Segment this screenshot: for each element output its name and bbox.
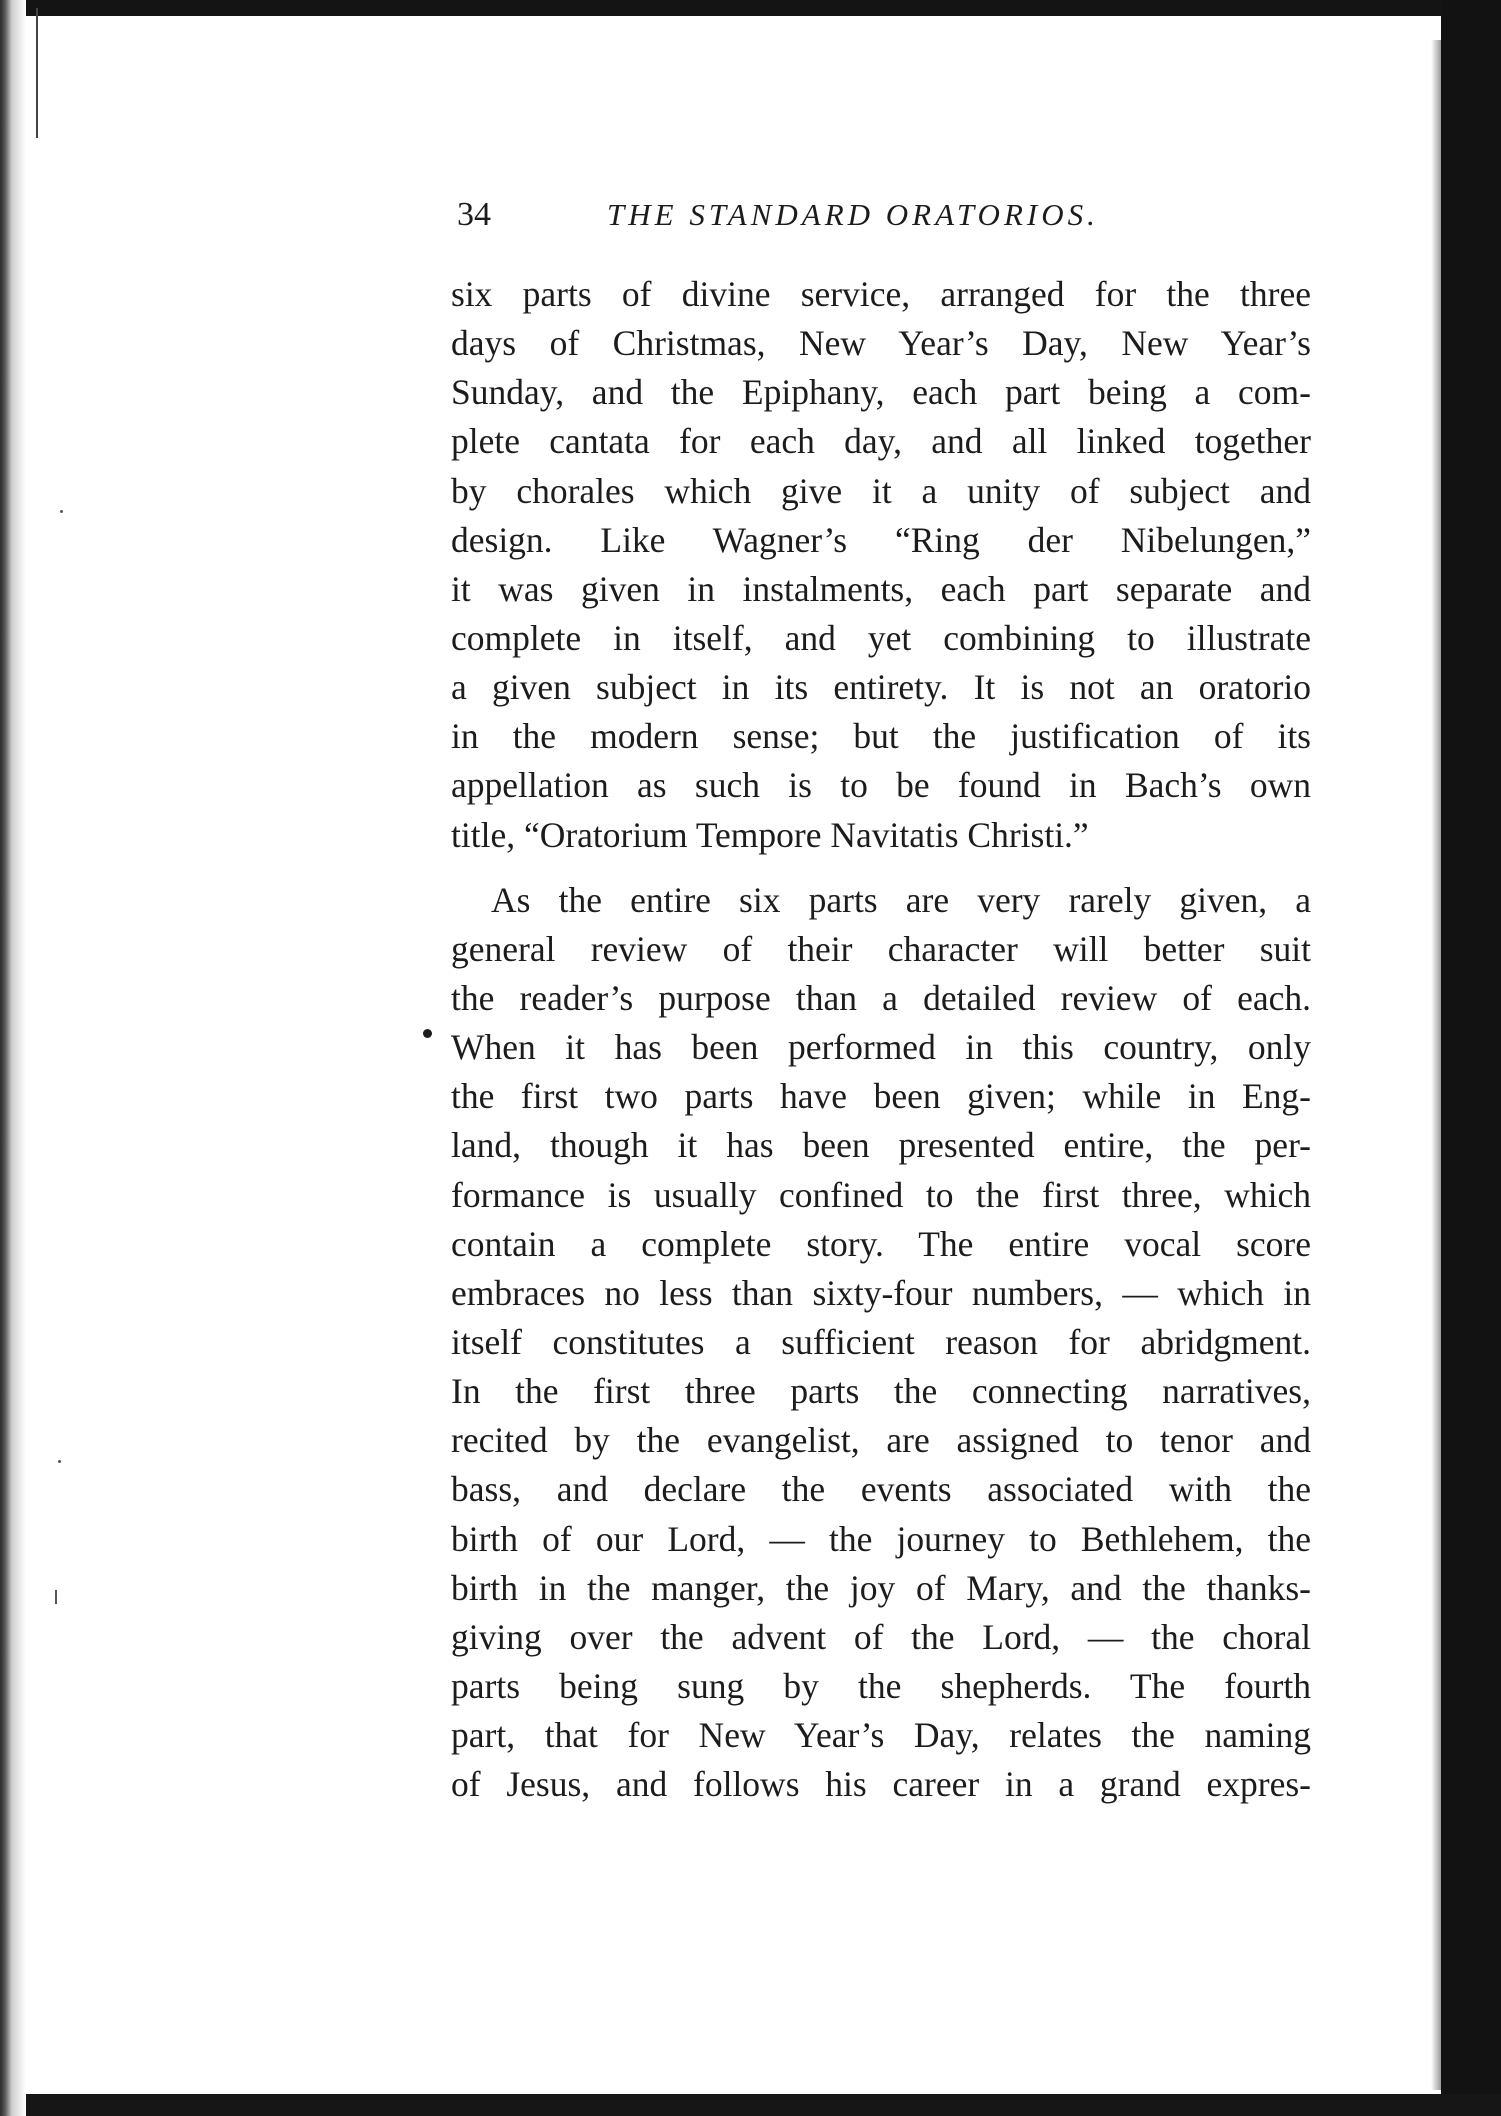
scan-border-right	[1441, 0, 1501, 2116]
scan-mark-left	[36, 8, 38, 138]
scan-shadow-right	[1431, 40, 1441, 2090]
text-line: giving over the advent of the Lord, — the choral	[451, 1616, 1311, 1657]
text-line: When it has been performed in this country, only	[451, 1027, 1311, 1068]
text-line: Sunday, and the Epiphany, each part being a com-	[451, 372, 1311, 413]
text-line: the reader’s purpose than a detailed review of each.	[451, 977, 1311, 1018]
page-number: 34	[457, 196, 491, 233]
text-line: land, though it has been presented entire, the per-	[451, 1125, 1311, 1166]
paragraph	[451, 876, 1311, 1810]
scan-border-bottom	[0, 2094, 1501, 2116]
text-line: it was given in instalments, each part separate and	[451, 568, 1311, 609]
text-line: contain a complete story. The entire vocal score	[451, 1223, 1311, 1264]
text-line: complete in itself, and yet combining to illustrate	[451, 617, 1311, 658]
text-line: parts being sung by the shepherds. The fourth	[451, 1665, 1311, 1706]
text-line: itself constitutes a sufficient reason for abridgment.	[451, 1321, 1311, 1362]
text-line: birth of our Lord, — the journey to Bethlehem, the	[451, 1518, 1311, 1559]
scan-speck	[58, 1460, 61, 1463]
text-line: formance is usually confined to the first three, which	[451, 1174, 1311, 1215]
running-head	[457, 190, 1327, 240]
paragraph	[451, 270, 1311, 860]
text-line: birth in the manger, the joy of Mary, and the thanks-	[451, 1567, 1311, 1608]
scan-speck	[55, 1590, 57, 1604]
text-line: a given subject in its entirety. It is not an oratorio	[451, 667, 1311, 708]
running-title: THE STANDARD ORATORIOS.	[607, 197, 1099, 232]
text-line: appellation as such is to be found in Bach’s own	[451, 765, 1311, 806]
text-line: days of Christmas, New Year’s Day, New Year’s	[451, 323, 1311, 364]
body-text	[451, 270, 1311, 1809]
margin-dot-mark	[423, 1029, 432, 1038]
text-line: embraces no less than sixty-four numbers, — which in	[451, 1272, 1311, 1313]
text-line: recited by the evangelist, are assigned to tenor and	[451, 1420, 1311, 1461]
text-line: general review of their character will better suit	[451, 928, 1311, 969]
paragraph-gap	[451, 860, 1311, 876]
text-line: In the first three parts the connecting narratives,	[451, 1371, 1311, 1412]
text-line: title, “Oratorium Tempore Navitatis Christi.”	[451, 814, 1089, 855]
scan-border-left	[0, 0, 26, 2116]
text-line: bass, and declare the events associated with the	[451, 1469, 1311, 1510]
text-line: of Jesus, and follows his career in a grand expres-	[451, 1764, 1311, 1805]
text-line: As the entire six parts are very rarely given, a	[491, 879, 1311, 920]
scan-border-top	[0, 0, 1501, 16]
text-line: in the modern sense; but the justification of its	[451, 716, 1311, 757]
text-line: six parts of divine service, arranged for the three	[451, 274, 1311, 314]
text-line: design. Like Wagner’s “Ring der Nibelungen,”	[451, 519, 1311, 560]
text-line: by chorales which give it a unity of subject and	[451, 470, 1311, 511]
text-line: part, that for New Year’s Day, relates the naming	[451, 1715, 1311, 1756]
scan-speck	[60, 510, 63, 513]
text-line: plete cantata for each day, and all linked together	[451, 421, 1311, 462]
text-line: the first two parts have been given; while in Eng-	[451, 1076, 1311, 1117]
